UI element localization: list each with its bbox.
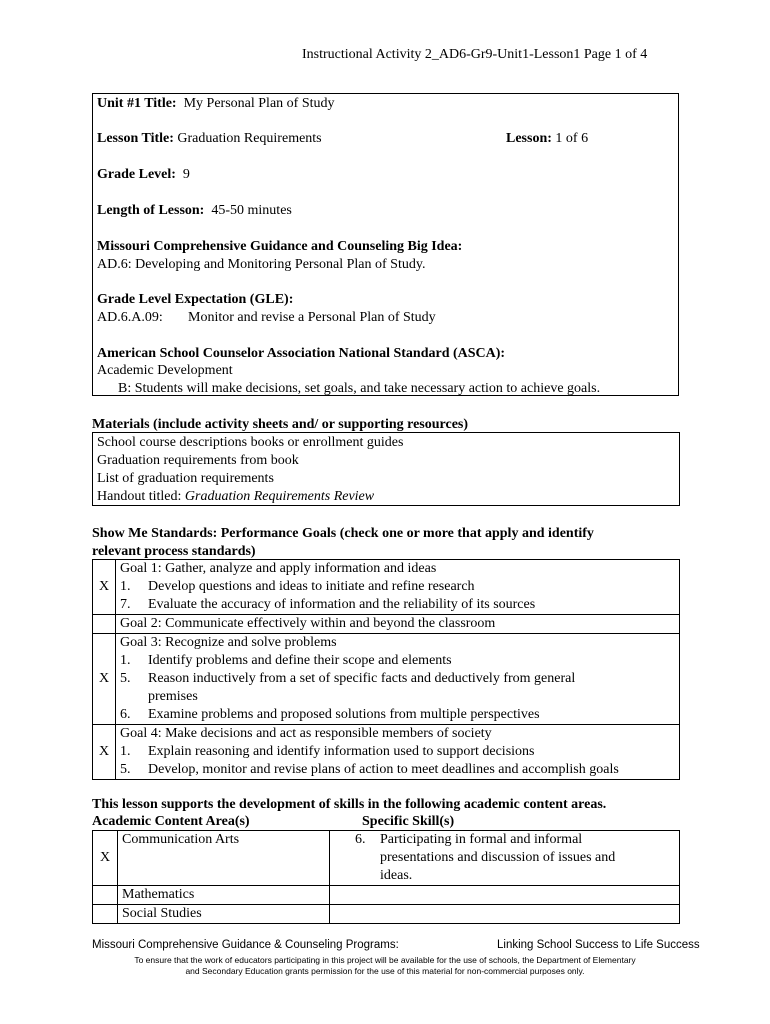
grade-level-value: 9 [182, 167, 190, 182]
goal-item-num: 5. [120, 671, 131, 686]
big-idea-label: Missouri Comprehensive Guidance and Counseling Big Idea: [97, 239, 463, 254]
asca-label: American School Counselor Association National Standard (ASCA): [97, 346, 506, 361]
handout-prefix: Handout titled: [97, 489, 182, 504]
lesson-number-line [506, 130, 588, 148]
goal-4-cell [116, 725, 680, 780]
goal-item-num: 1. [120, 744, 131, 759]
unit-title-line [97, 95, 335, 113]
goal-item [120, 596, 675, 614]
material-item: List of graduation requirements [97, 471, 274, 486]
academic-skill [330, 831, 680, 886]
unit-title-label: Unit #1 Title: [97, 96, 177, 111]
goal-4-mark: X [93, 725, 116, 780]
lesson-title-value: Graduation Requirements [177, 131, 322, 146]
gle-code: AD.6.A.09: [97, 310, 163, 325]
material-item: Graduation requirements from book [97, 453, 299, 468]
goal-2-cell [116, 615, 680, 634]
lesson-title-label: Lesson Title: [97, 131, 174, 146]
skill-line-continuation: presentations and discussion of issues and [380, 850, 616, 865]
length-value: 45-50 minutes [211, 203, 292, 218]
academic-content-table [92, 830, 680, 924]
goal-item-text: Identify problems and define their scope and elements [148, 653, 452, 668]
goal-item-text: Examine problems and proposed solutions from multiple perspectives [148, 707, 540, 722]
length-label: Length of Lesson: [97, 203, 205, 218]
goal-item-num: 1. [120, 653, 131, 668]
academic-area-header: Academic Content Area(s) [92, 814, 250, 829]
goal-item-text: Evaluate the accuracy of information and the reliability of its sources [148, 597, 536, 612]
goal-item-num: 6. [120, 707, 131, 722]
goal-item [120, 743, 675, 761]
goal-3-cell [116, 634, 680, 725]
asca-standard: B: Students will make decisions, set goals, and take necessary action to achieve goals. [118, 381, 601, 396]
asca-area: Academic Development [97, 363, 233, 378]
materials-heading: Materials (include activity sheets and/ or supporting resources) [92, 417, 469, 432]
academic-area: Communication Arts [118, 831, 330, 886]
unit-title-value: My Personal Plan of Study [183, 96, 335, 111]
goal-item-text: Explain reasoning and identify information used to support decisions [148, 744, 535, 759]
academic-row [93, 905, 680, 924]
academic-row-mark [93, 886, 118, 905]
show-me-heading-line2: relevant process standards) [92, 544, 256, 559]
show-me-heading-line1: Show Me Standards: Performance Goals (check one or more that apply and identify [92, 526, 594, 541]
academic-row [93, 831, 680, 886]
big-idea-value: AD.6: Developing and Monitoring Personal Plan of Study. [97, 257, 426, 272]
footer-fine-print-2: and Secondary Education grants permission for the use of this material for non-commercial purposes only. [185, 966, 585, 976]
material-handout [97, 488, 374, 506]
footer-right: Linking School Success to Life Success [497, 939, 700, 951]
goal-row-4 [93, 725, 680, 780]
goal-item [120, 578, 675, 596]
goal-item-text: Reason inductively from a set of specific facts and deductively from general [148, 671, 576, 686]
goal-row-2 [93, 615, 680, 634]
academic-skill [330, 886, 680, 905]
goal-item-num: 5. [120, 762, 131, 777]
skill-line-continuation: ideas. [380, 868, 413, 883]
goal-item-text: Develop questions and ideas to initiate and refine research [148, 579, 475, 594]
academic-skill-header: Specific Skill(s) [362, 814, 455, 829]
goal-item [120, 670, 675, 688]
academic-area: Social Studies [118, 905, 330, 924]
goal-item [120, 761, 675, 779]
lesson-title-line [97, 130, 322, 148]
goal-item-num: 7. [120, 597, 131, 612]
footer-left: Missouri Comprehensive Guidance & Counseling Programs: [92, 939, 399, 951]
footer-fine-print-1: To ensure that the work of educators participating in this project will be available for the use of schools, the Department of Elementary [134, 955, 636, 965]
goal-1-mark: X [93, 560, 116, 615]
academic-area: Mathematics [118, 886, 330, 905]
academic-row-mark [93, 905, 118, 924]
goal-row-3 [93, 634, 680, 725]
academic-row-mark: X [93, 831, 118, 886]
goal-item-num: 1. [120, 579, 131, 594]
academic-intro: This lesson supports the development of skills in the following academic content areas. [92, 797, 607, 812]
academic-row [93, 886, 680, 905]
length-line [97, 202, 292, 220]
goal-item [120, 652, 675, 670]
skill-text: Participating in formal and informal [380, 832, 583, 847]
lesson-number-value: 1 of 6 [555, 131, 589, 146]
goal-item-continuation: premises [148, 689, 198, 704]
goal-item [120, 706, 675, 724]
grade-level-line [97, 166, 190, 184]
lesson-number-label: Lesson: [506, 131, 552, 146]
goal-1-title: Goal 1: Gather, analyze and apply information and ideas [120, 561, 437, 576]
handout-title: Graduation Requirements Review [184, 489, 375, 504]
grade-level-label: Grade Level: [97, 167, 176, 182]
page-header: Instructional Activity 2_AD6-Gr9-Unit1-Lesson1 Page 1 of 4 [302, 47, 648, 62]
skill-num: 6. [355, 832, 366, 847]
material-item: School course descriptions books or enrollment guides [97, 435, 404, 450]
gle-value: Monitor and revise a Personal Plan of Study [188, 310, 436, 325]
performance-goals-table [92, 559, 680, 780]
goal-3-mark: X [93, 634, 116, 725]
goal-2-mark [93, 615, 116, 634]
skill-line [355, 831, 675, 849]
goal-item-text: Develop, monitor and revise plans of action to meet deadlines and accomplish goals [148, 762, 619, 777]
goal-row-1 [93, 560, 680, 615]
goal-3-title: Goal 3: Recognize and solve problems [120, 635, 337, 650]
gle-label: Grade Level Expectation (GLE): [97, 292, 294, 307]
goal-1-cell [116, 560, 680, 615]
goal-2-title: Goal 2: Communicate effectively within and beyond the classroom [120, 616, 496, 631]
goal-4-title: Goal 4: Make decisions and act as responsible members of society [120, 726, 492, 741]
academic-skill [330, 905, 680, 924]
